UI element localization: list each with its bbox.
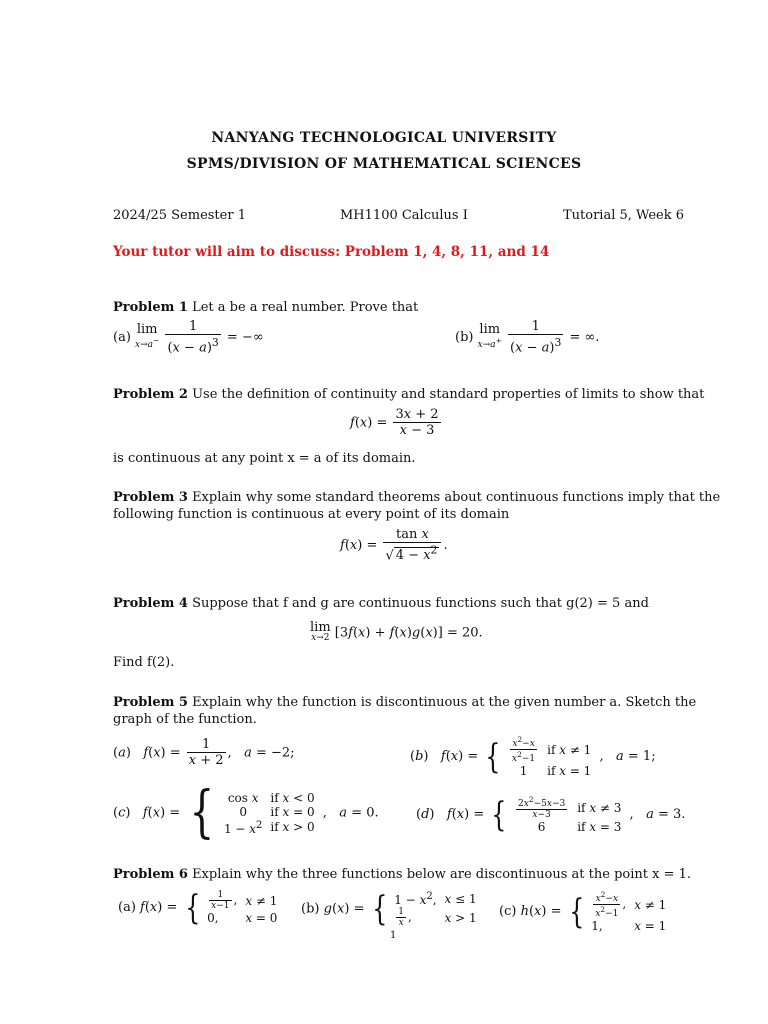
problem-4-label: Problem 4 xyxy=(113,596,188,611)
division-title: SPMS/DIVISION OF MATHEMATICAL SCIENCES xyxy=(186,156,582,172)
page-number: 1 xyxy=(390,930,397,941)
problem-6-part-a: (a) f(x) = { $\frac{1}{x-1}$ , x ≠ 1 0, x = 0 xyxy=(118,887,278,928)
problem-2-label: Problem 2 xyxy=(113,387,188,402)
university-title: NANYANG TECHNOLOGICAL UNIVERSITY xyxy=(211,130,557,146)
semester-label: 2024/25 Semester 1 xyxy=(113,208,246,223)
problem-6-text: Explain why the three functions below are discontinuous at the point x = 1. xyxy=(192,867,691,882)
problem-1-part-a: (a) lim x→a− $\frac{1}{(x - a)^3}$ = −∞ xyxy=(113,319,264,356)
problem-1-part-b: (b) lim x→a+ $\frac{1}{(x - a)^3}$ = ∞. xyxy=(455,319,600,356)
problem-5-part-d: (d) f(x) = { $\frac{2x^2-5x-3}{x-3}$ if x ≠ 3 6 if x = 3 , a = 3. xyxy=(416,794,686,835)
problem-1 xyxy=(113,300,418,316)
problem-3-text-2: following function is continuous at every point of its domain xyxy=(113,507,510,522)
problem-5-text-2: graph of the function. xyxy=(113,712,257,727)
problem-6-part-b: (b) g(x) = { $1 - x^2$, x ≤ 1 $\frac{1}{x}$ , x > 1 xyxy=(301,889,477,929)
problem-2-text: Use the definition of continuity and standard properties of limits to show that xyxy=(192,387,705,402)
course-label: MH1100 Calculus I xyxy=(340,208,468,223)
problem-6 xyxy=(113,867,691,883)
problem-1-text: Let a be a real number. Prove that xyxy=(192,300,419,315)
problem-4-text: Suppose that f and g are continuous functions such that g(2) = 5 and xyxy=(192,596,649,611)
problem-5 xyxy=(113,695,696,711)
problem-5-part-a: (a) f(x) = $\frac{1}{x + 2}$ , a = −2; xyxy=(113,737,295,768)
problem-3-formula: f(x) = $\frac{\text{tan x}}{√ 4 - x^2}$ . xyxy=(340,527,448,564)
problem-2-after: is continuous at any point x = a of its domain. xyxy=(113,451,416,466)
problem-3 xyxy=(113,490,720,506)
problem-4-after: Find f(2). xyxy=(113,655,175,670)
problem-3-label: Problem 3 xyxy=(113,490,188,505)
problem-5-part-b: (b) f(x) = { $\frac{x^2-x}{x^2-1}$ if x ≠ 1 1 if x = 1 , a = 1; xyxy=(410,735,656,778)
problem-6-part-c: (c) h(x) = { $\frac{x^2-x}{x^2-1}$ , x ≠ 1 1, x = 1 xyxy=(499,890,667,933)
problem-2-formula: f(x) = $\frac{3x + 2}{x - 3}$ xyxy=(350,407,439,438)
tutorial-label: Tutorial 5, Week 6 xyxy=(563,208,685,223)
problem-5-part-c: (c) f(x) = { cos x if x < 0 0 if x = 0 $1 - x^2$ if x > 0 , a = 0. xyxy=(113,780,379,845)
problem-5-label: Problem 5 xyxy=(113,695,188,710)
problem-3-text: Explain why some standard theorems about continuous functions imply that the xyxy=(192,490,721,505)
tutor-notice: Your tutor will aim to discuss: Problem 1, 4, 8, 11, and 14 xyxy=(113,244,550,260)
problem-4 xyxy=(113,596,649,612)
problem-1-label: Problem 1 xyxy=(113,300,188,315)
problem-4-formula: lim x→2 [3f(x) + f(x)g(x)] = 20. xyxy=(310,620,483,643)
problem-6-label: Problem 6 xyxy=(113,867,188,882)
problem-5-text: Explain why the function is discontinuous at the given number a. Sketch the xyxy=(192,695,697,710)
problem-2 xyxy=(113,387,704,403)
